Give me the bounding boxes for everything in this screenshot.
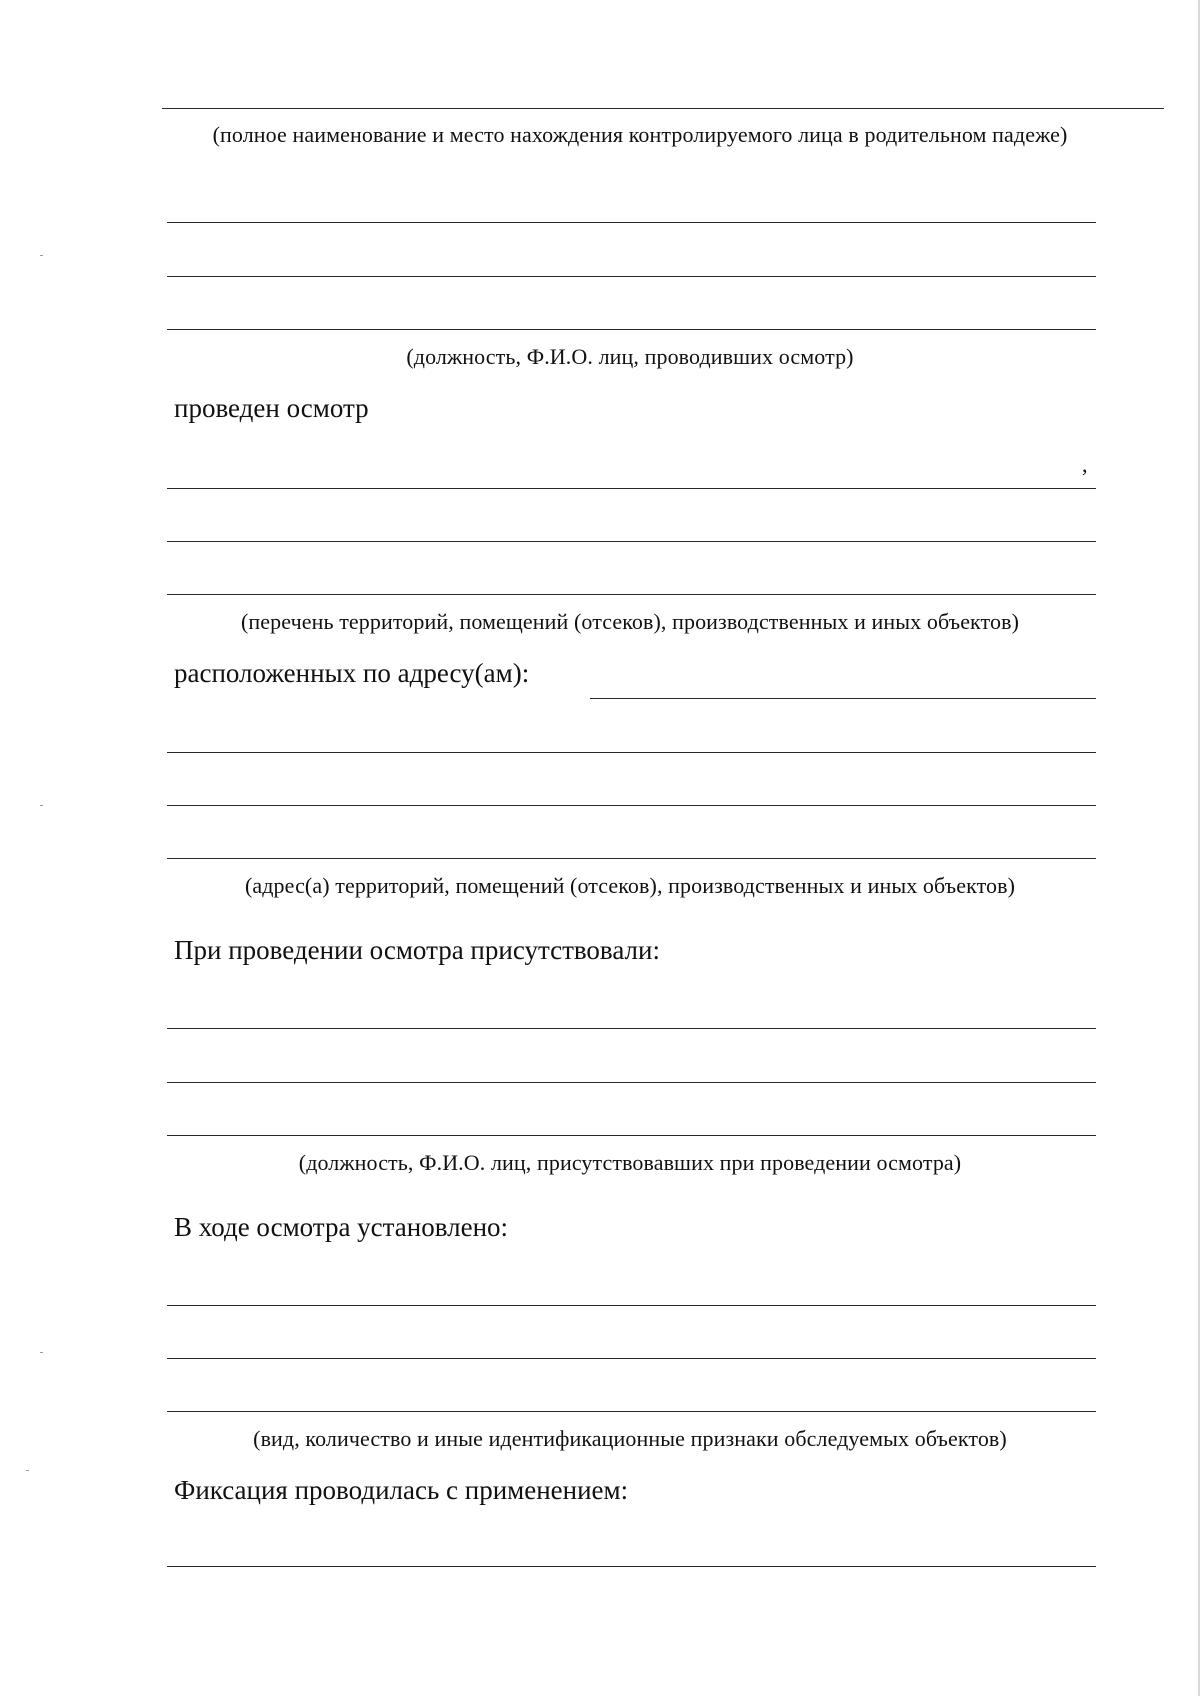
caption-findings: (вид, количество и иные идентификационные признаки обследуемых объектов): [253, 1426, 1007, 1451]
fill-line-inspectors-3[interactable]: [167, 329, 1096, 330]
fill-line-inspectors-2[interactable]: [167, 276, 1096, 277]
scan-speck: [40, 1352, 43, 1353]
fill-line-attendees-1[interactable]: [167, 1028, 1096, 1029]
label-established: В ходе осмотра установлено:: [174, 1212, 509, 1242]
fill-line-address-1[interactable]: [167, 752, 1096, 753]
label-present: При проведении осмотра присутствовали:: [174, 935, 660, 965]
label-recorded-with: Фиксация проводилась с применением:: [174, 1475, 629, 1505]
label-located-at: расположенных по адресу(ам):: [174, 658, 530, 688]
fill-line-address-3[interactable]: [167, 858, 1096, 859]
caption-inspectors: (должность, Ф.И.О. лиц, проводивших осмотр): [406, 344, 854, 369]
fill-line-objects-2[interactable]: [167, 541, 1096, 542]
scan-speck: [26, 1470, 29, 1471]
fill-line-inspectors-1[interactable]: [167, 222, 1096, 223]
fill-line-findings-3[interactable]: [167, 1411, 1096, 1412]
fill-line-findings-1[interactable]: [167, 1305, 1096, 1306]
scan-speck: [40, 805, 43, 806]
label-inspection-done: проведен осмотр: [174, 393, 369, 423]
fill-line-recording-1[interactable]: [167, 1566, 1096, 1567]
caption-attendees: (должность, Ф.И.О. лиц, присутствовавших при проведении осмотра): [298, 1150, 962, 1175]
fill-line-address-inline[interactable]: [590, 698, 1096, 699]
fill-line-findings-2[interactable]: [167, 1358, 1096, 1359]
caption-objects-address: (адрес(а) территорий, помещений (отсеков), производственных и иных объектов): [244, 873, 1016, 898]
fill-line-attendees-2[interactable]: [167, 1082, 1096, 1083]
caption-objects-list: (перечень территорий, помещений (отсеков), производственных и иных объектов): [241, 609, 1019, 634]
fill-line-entity[interactable]: [162, 108, 1164, 109]
caption-controlled-entity: (полное наименование и место нахождения контролируемого лица в родительном падеже): [212, 122, 1068, 147]
fill-line-address-2[interactable]: [167, 805, 1096, 806]
fill-line-attendees-3[interactable]: [167, 1135, 1096, 1136]
fill-line-objects-1[interactable]: [167, 488, 1096, 489]
comma-mark: ,: [1082, 452, 1088, 477]
fill-line-objects-3[interactable]: [167, 594, 1096, 595]
scan-speck: [40, 255, 43, 256]
